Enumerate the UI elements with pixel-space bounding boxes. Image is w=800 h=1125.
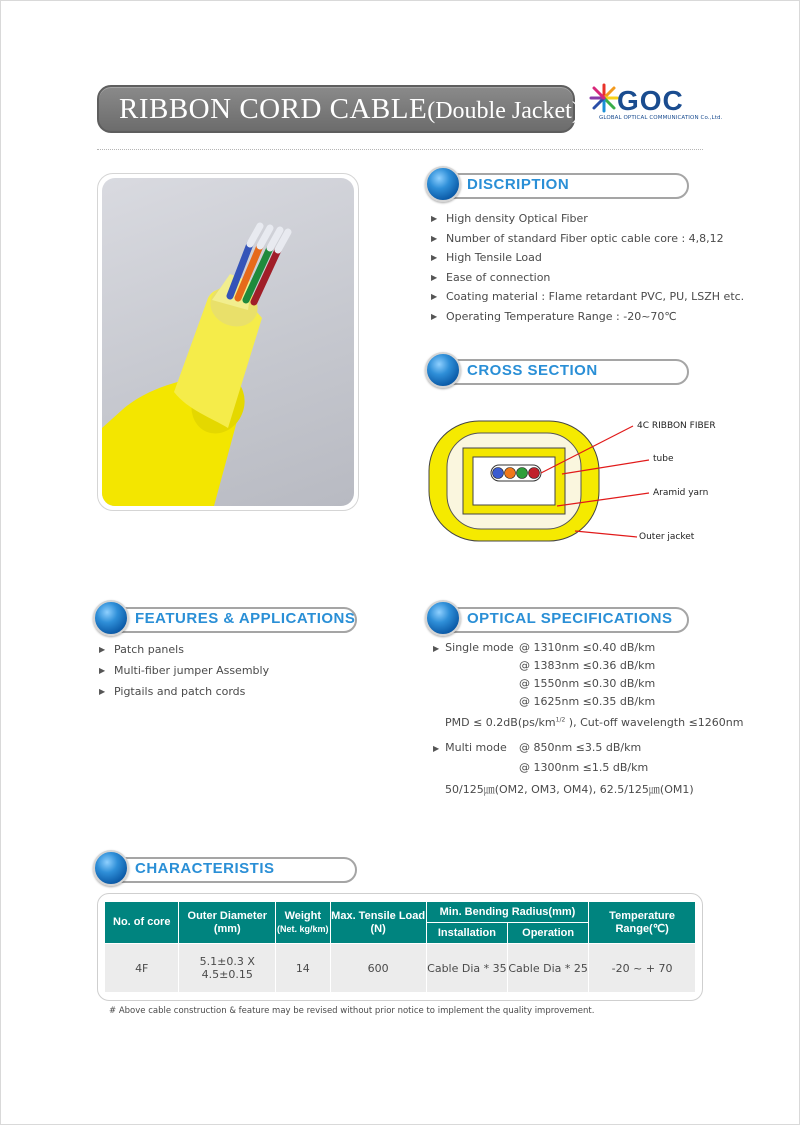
footnote: # Above cable construction & feature may be revised without prior notice to implement the quality improvement. — [109, 1006, 595, 1016]
cross-section-heading-label: CROSS SECTION — [467, 362, 598, 379]
description-item: ▶ High density Optical Fiber — [431, 209, 744, 229]
section-ball-icon — [93, 850, 129, 886]
title-bar — [97, 85, 580, 133]
label-outer-jacket: Outer jacket — [639, 532, 695, 542]
section-ball-icon — [425, 600, 461, 636]
header-temperature: Temperature Range(℃) — [589, 902, 695, 943]
cross-section-heading — [425, 359, 689, 385]
cell-operation: Cable Dia * 25 — [508, 944, 588, 992]
optical-heading-label: OPTICAL SPECIFICATIONS — [467, 610, 673, 627]
single-mode-value: @ 1310nm ≤0.40 dB/km — [519, 641, 656, 654]
page-title — [119, 93, 580, 126]
header-tensile: Max. Tensile Load (N) — [331, 902, 426, 943]
title-main: RIBBON CORD CABLE — [119, 93, 428, 125]
company-logo — [589, 81, 729, 131]
features-heading-label: FEATURES & APPLICATIONS — [135, 610, 356, 627]
header-installation: Installation — [427, 923, 507, 943]
feature-item: ▶ Pigtails and patch cords — [99, 681, 269, 702]
single-mode-label: Single mode — [445, 641, 514, 654]
description-list — [431, 209, 744, 327]
section-ball-icon — [425, 352, 461, 388]
optical-heading — [425, 607, 689, 633]
table-row — [105, 944, 695, 992]
header-weight: Weight (Net. kg/km) — [276, 902, 329, 943]
bullet-icon: ▶ — [433, 644, 440, 653]
label-tube: tube — [653, 454, 674, 464]
pmd-line: PMD ≤ $0.2dB(ps/km^{1/2}$ ), Cut-off wavelength ≤1260nm — [445, 716, 744, 729]
title-sub: (Double Jacket) — [427, 98, 580, 124]
bullet-icon: ▶ — [433, 744, 440, 753]
header-operation: Operation — [508, 923, 588, 943]
cable-illustration — [102, 178, 354, 506]
cell-core: 4F — [105, 944, 178, 992]
description-item: ▶ Coating material : Flame retardant PVC, PU, LSZH etc. — [431, 287, 744, 307]
single-mode-value: @ 1625nm ≤0.35 dB/km — [519, 695, 656, 708]
characteristics-table — [104, 901, 696, 993]
characteristics-table-frame — [97, 893, 703, 1001]
label-aramid-yarn: Aramid yarn — [653, 488, 709, 498]
header-divider — [97, 149, 703, 150]
description-heading-label: DISCRIPTION — [467, 176, 570, 193]
label-ribbon-fiber: 4C RIBBON FIBER — [637, 421, 716, 431]
multi-mode-note: 50/125㎛(OM2, OM3, OM4), 62.5/125㎛(OM1) — [445, 783, 694, 796]
single-mode-value: @ 1550nm ≤0.30 dB/km — [519, 677, 656, 690]
logo-name: GOC — [617, 85, 684, 116]
multi-mode-value: @ 850nm ≤3.5 dB/km — [519, 741, 642, 754]
feature-item: ▶ Multi-fiber jumper Assembly — [99, 660, 269, 681]
header-bending: Min. Bending Radius(mm) — [427, 902, 588, 922]
cross-section-diagram — [427, 406, 727, 556]
fiber-orange — [505, 468, 516, 479]
cell-outer-diameter: 5.1±0.3 X 4.5±0.15 — [179, 944, 275, 992]
cell-temperature: -20 ~ + 70 — [589, 944, 695, 992]
section-ball-icon — [93, 600, 129, 636]
description-heading — [425, 173, 689, 199]
characteristics-heading-label: CHARACTERISTIS — [135, 860, 275, 877]
header-outer-diameter: Outer Diameter (mm) — [179, 902, 275, 943]
multi-mode-label: Multi mode — [445, 741, 507, 754]
features-list — [99, 639, 269, 702]
product-photo-frame — [97, 173, 359, 511]
description-item: ▶ Operating Temperature Range : -20~70℃ — [431, 307, 744, 327]
characteristics-heading — [93, 857, 357, 883]
starburst-icon — [589, 83, 619, 113]
fiber-red — [529, 468, 540, 479]
logo-subtitle: GLOBAL OPTICAL COMMUNICATION Co.,Ltd. — [599, 115, 723, 121]
cell-tensile: 600 — [331, 944, 426, 992]
features-heading — [93, 607, 357, 633]
fiber-green — [517, 468, 528, 479]
multi-mode-value: @ 1300nm ≤1.5 dB/km — [519, 761, 649, 774]
cell-installation: Cable Dia * 35 — [427, 944, 507, 992]
description-item: ▶ Number of standard Fiber optic cable core : 4,8,12 — [431, 229, 744, 249]
section-ball-icon — [425, 166, 461, 202]
cell-weight: 14 — [276, 944, 329, 992]
feature-item: ▶ Patch panels — [99, 639, 269, 660]
description-item: ▶ Ease of connection — [431, 268, 744, 288]
description-item: ▶ High Tensile Load — [431, 248, 744, 268]
fiber-blue — [493, 468, 504, 479]
single-mode-value: @ 1383nm ≤0.36 dB/km — [519, 659, 656, 672]
header-core: No. of core — [105, 902, 178, 943]
